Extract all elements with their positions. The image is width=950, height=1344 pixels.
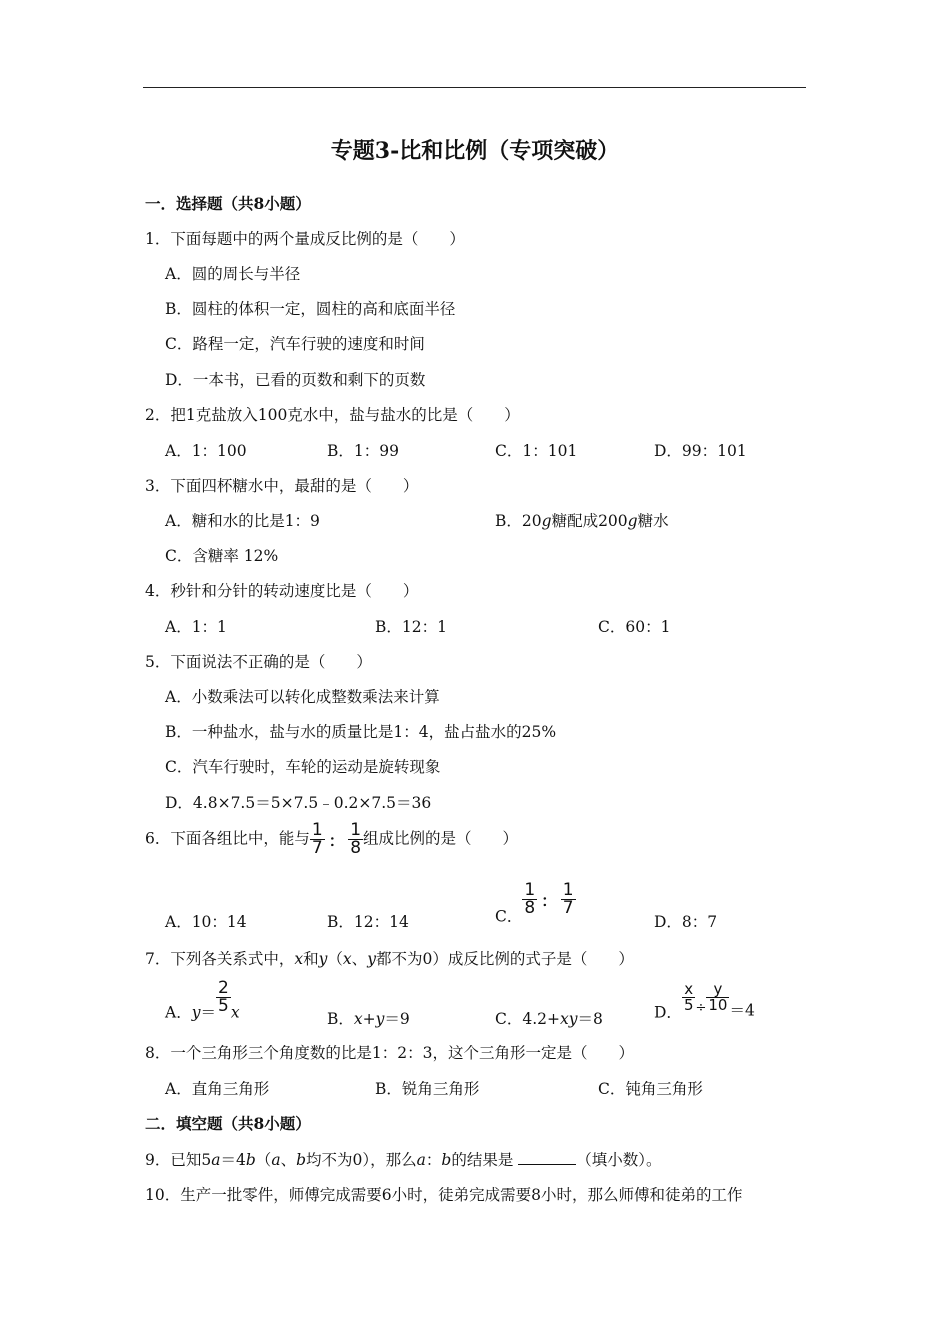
header-rule [143,87,806,88]
question-10: 10．生产一批零件，师傅完成需要6小时，徒弟完成需要8小时，那么师傅和徒弟的工作 [145,1186,743,1204]
q6-option-b: B．12：14 [327,913,409,931]
q2-option-a: A．1：100 [165,442,247,460]
question-7: 7．下列各关系式中，x和y（x、y都不为0）成反比例的式子是（ ） [145,950,634,968]
question-5: 5．下面说法不正确的是（ ） [145,653,372,671]
fraction-y-tenths: $\frac{y}{10}$ [708,980,728,1014]
q8-option-c: C．钝角三角形 [598,1080,703,1098]
q8-option-b: B．锐角三角形 [375,1080,480,1098]
q7-option-c: C．4.2+xy＝8 [495,1010,603,1028]
question-6: 6．下面各组比中，能与 $\frac{1}{7}$ ： $\frac{1}{8}$ 组成比例的是（ ） [145,820,519,858]
fraction-x-fifths: $\frac{x}{5}$ [683,980,694,1014]
q8-option-a: A．直角三角形 [165,1080,270,1098]
q5-option-b: B．一种盐水，盐与水的质量比是1：4，盐占盐水的25% [165,723,557,741]
q3-option-b: B．20g糖配成200g糖水 [495,512,669,530]
q4-option-c: C．60：1 [598,618,671,636]
fraction-one-eighth: $\frac{1}{8}$ [350,820,362,858]
question-8: 8．一个三角形三个角度数的比是1：2：3，这个三角形一定是（ ） [145,1044,634,1062]
answer-blank[interactable] [518,1150,576,1165]
section-heading-fill: 二．填空题（共8小题） [145,1114,311,1133]
question-9: 9．已知5a＝4b（a、b均不为0），那么a：b的结果是 （填小数）。 [145,1151,662,1169]
q1-option-b: B．圆柱的体积一定，圆柱的高和底面半径 [165,300,456,318]
q1-option-c: C．路程一定，汽车行驶的速度和时间 [165,335,425,353]
q1-option-d: D．一本书，已看的页数和剩下的页数 [165,371,426,389]
q5-option-d: D．4.8×7.5＝5×7.5﹣0.2×7.5＝36 [165,794,432,812]
q1-option-a: A．圆的周长与半径 [165,265,301,283]
q7-option-d: D． $\frac{x}{5}$ $_\div$ $\frac{y}{10}$ ＝4 [654,980,755,1022]
fraction-two-fifths: $\frac{2}{5}$ [217,978,229,1016]
q7-option-a: A．y＝ $\frac{2}{5}$ x [165,978,240,1022]
q5-option-a: A．小数乘法可以转化成整数乘法来计算 [165,688,440,706]
q3-option-c: C．含糖率 12% [165,547,279,565]
q2-option-b: B．1：99 [327,442,399,460]
fraction-one-seventh-c: $\frac{1}{7}$ [562,880,574,918]
question-1: 1．下面每题中的两个量成反比例的是（ ） [145,230,465,248]
q6-option-c: C． $\frac{1}{8}$ ： $\frac{1}{7}$ [495,880,574,926]
question-3: 3．下面四杯糖水中，最甜的是（ ） [145,477,419,495]
q4-option-a: A．1：1 [165,618,227,636]
q6-option-a: A．10：14 [165,913,247,931]
fraction-one-eighth-c: $\frac{1}{8}$ [524,880,536,918]
question-4: 4．秒针和分针的转动速度比是（ ） [145,582,419,600]
q3-option-a: A．糖和水的比是1：9 [165,512,320,530]
q4-option-b: B．12：1 [375,618,447,636]
q2-option-d: D．99：101 [654,442,747,460]
fraction-one-seventh: $\frac{1}{7}$ [311,820,323,858]
q2-option-c: C．1：101 [495,442,578,460]
page-title: 专题3-比和比例（专项突破） [330,138,620,164]
q5-option-c: C．汽车行驶时，车轮的运动是旋转现象 [165,758,441,776]
q7-option-b: B．x+y＝9 [327,1010,410,1028]
question-2: 2．把1克盐放入100克水中，盐与盐水的比是（ ） [145,406,520,424]
section-heading-choice: 一．选择题（共8小题） [145,194,311,213]
q6-option-d: D．8：7 [654,913,718,931]
